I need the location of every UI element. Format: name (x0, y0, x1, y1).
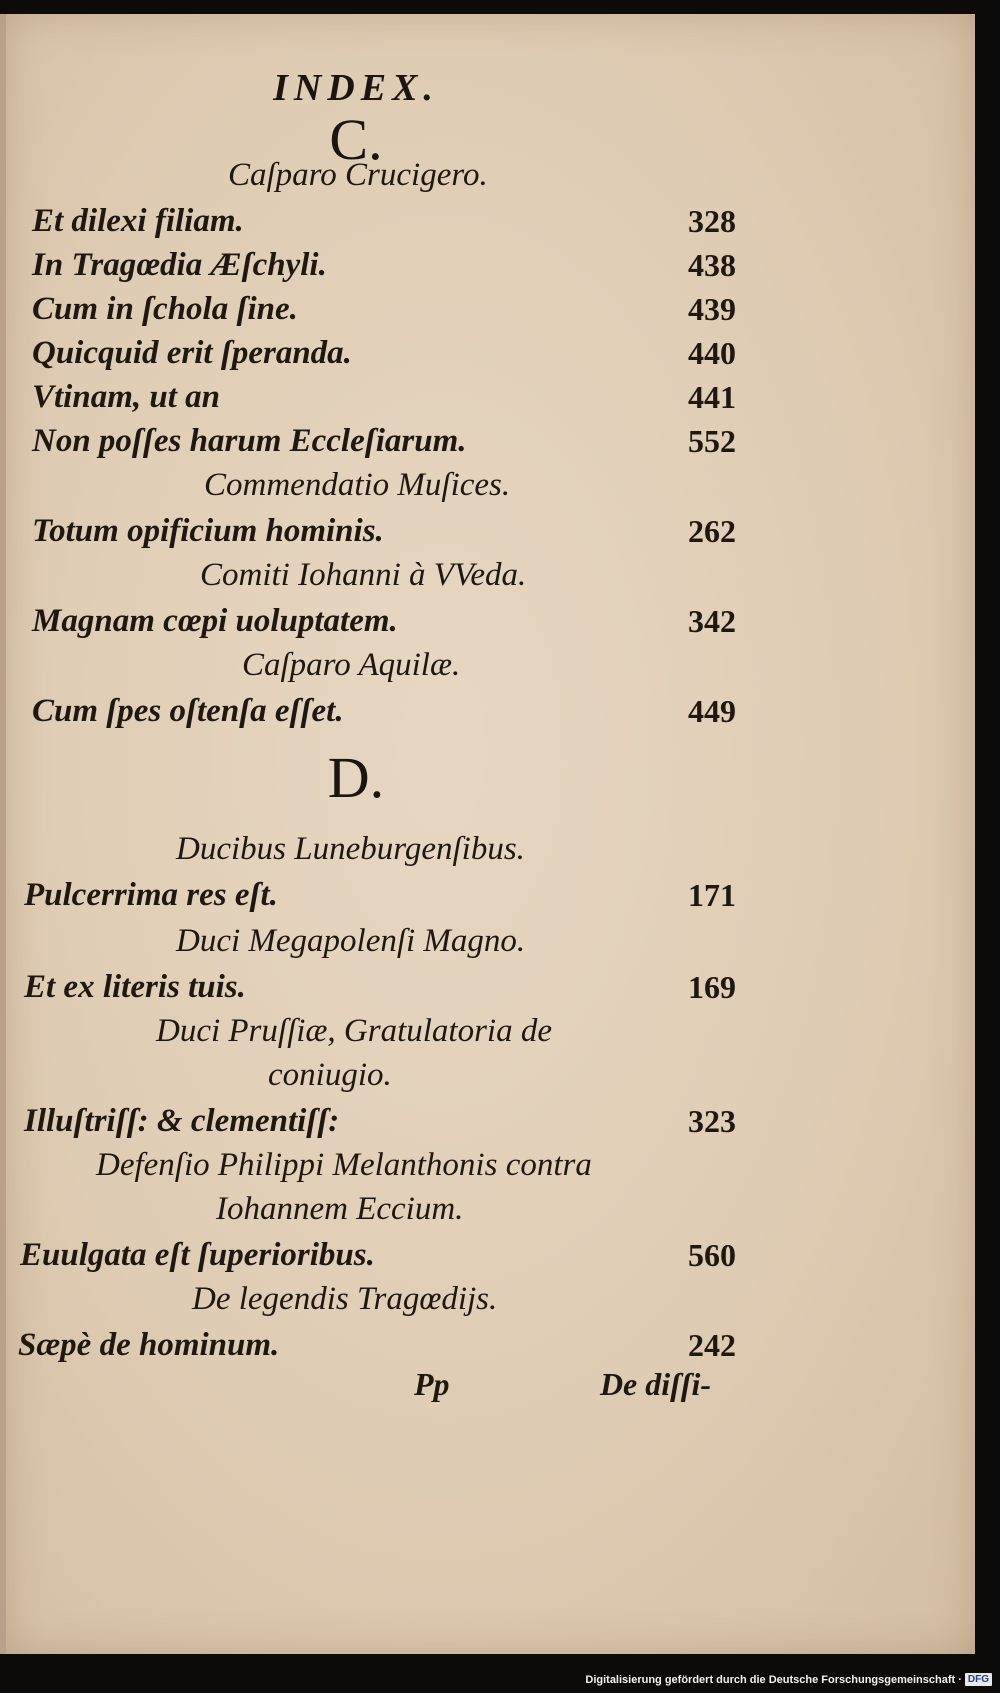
index-heading: Caſparo Aquilæ. (242, 647, 461, 683)
index-entry: Illuſtriſſ: & clementiſſ: 323 (24, 1103, 736, 1139)
section-letter-d: D. (327, 745, 385, 810)
index-heading: De legendis Tragœdijs. (192, 1281, 498, 1317)
index-entry: Cum in ſchola ſine. 439 (32, 291, 736, 327)
credit-text: Digitalisierung gefördert durch die Deutsche Forschungsgemeinschaft · (585, 1673, 962, 1686)
index-entry: Magnam cœpi uoluptatem. 342 (32, 603, 736, 639)
index-entry: Non poſſes harum Eccleſiarum. 552 (32, 423, 736, 459)
catchline (6, 1366, 736, 1410)
catchword: De diſſi- (599, 1366, 711, 1402)
dfg-logo: DFG (965, 1673, 992, 1686)
index-heading: Ducibus Luneburgenſibus. (176, 831, 525, 867)
index-heading: Commendatio Muſices. (204, 467, 511, 503)
running-head: INDEX. (273, 67, 439, 109)
index-entry: Euulgata eſt ſuperioribus. 560 (20, 1237, 736, 1273)
signature-mark: Pp (414, 1366, 450, 1402)
index-entry: In Tragœdia Æſchyli. 438 (32, 247, 736, 283)
index-entry: Et dilexi filiam. 328 (32, 203, 736, 239)
index-heading: Caſparo Crucigero. (228, 157, 488, 193)
index-heading: coniugio. (268, 1057, 392, 1093)
book-page (0, 14, 975, 1654)
index-entry: Sæpè de hominum. 242 (18, 1327, 736, 1363)
index-entry: Totum opificium hominis. 262 (32, 513, 736, 549)
index-heading: Defenſio Philippi Melanthonis contra (96, 1147, 592, 1183)
index-entry: Quicquid erit ſperanda. 440 (32, 335, 736, 371)
index-entry: Pulcerrima res eſt. 171 (24, 877, 736, 913)
index-entry: Vtinam, ut an 441 (32, 379, 736, 415)
index-heading: Duci Pruſſiæ, Gratulatoria de (156, 1013, 552, 1049)
section-letter-c: C. (329, 107, 383, 172)
index-heading: Comiti Iohanni à VVeda. (200, 557, 527, 593)
index-entry: Cum ſpes oſtenſa eſſet. 449 (32, 693, 736, 729)
index-heading: Duci Megapolenſi Magno. (176, 923, 526, 959)
digitization-credit (585, 1673, 992, 1686)
index-entry: Et ex literis tuis. 169 (24, 969, 736, 1005)
index-heading: Iohannem Eccium. (216, 1191, 464, 1227)
